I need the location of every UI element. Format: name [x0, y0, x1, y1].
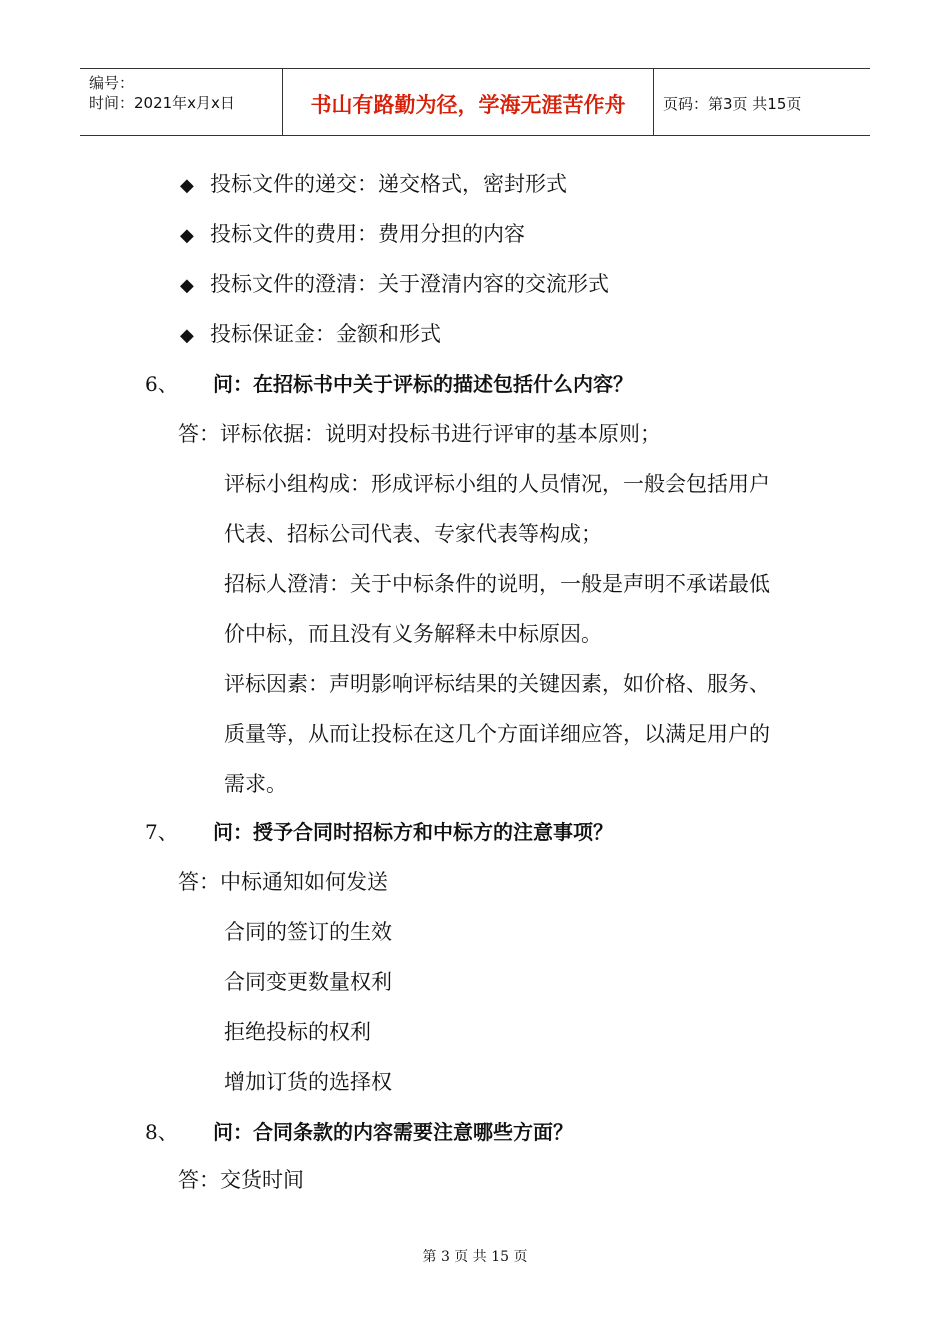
bullet-item: ◆ 投标文件的澄清：关于澄清内容的交流形式 [180, 270, 609, 300]
header-page-info: 页码：第3页 共15页 [663, 94, 802, 113]
question-8: 8、 问：合同条款的内容需要注意哪些方面？ [145, 1120, 573, 1144]
time-label: 时间：2021年x月x日 [89, 94, 235, 112]
answer-7-line: 合同的签订的生效 [224, 920, 392, 944]
header-meta [80, 69, 283, 135]
answer-8-first: 答：交货时间 [178, 1168, 304, 1192]
answer-6-line: 评标因素：声明影响评标结果的关键因素，如价格、服务、 [224, 672, 770, 696]
answer-6-line: 质量等，从而让投标在这几个方面详细应答，以满足用户的 [224, 722, 770, 746]
answer-7-first: 答：中标通知如何发送 [178, 870, 388, 894]
bullet-item: ◆ 投标文件的递交：递交格式，密封形式 [180, 170, 567, 200]
answer-6-line: 价中标，而且没有义务解释未中标原因。 [224, 622, 602, 646]
header-motto: 书山有路勤为径，学海无涯苦作舟 [283, 69, 654, 135]
diamond-bullet-icon: ◆ [180, 175, 194, 196]
question-7: 7、 问：授予合同时招标方和中标方的注意事项？ [145, 820, 613, 844]
answer-6-line: 评标小组构成：形成评标小组的人员情况，一般会包括用户 [224, 472, 770, 496]
page-header [80, 68, 870, 136]
serial-label: 编号： [89, 74, 135, 92]
answer-6-line: 招标人澄清：关于中标条件的说明，一般是声明不承诺最低 [224, 572, 770, 596]
answer-7-line: 合同变更数量权利 [224, 970, 392, 994]
answer-6-line: 需求。 [224, 772, 287, 796]
diamond-bullet-icon: ◆ [180, 225, 194, 246]
answer-7-line: 增加订货的选择权 [224, 1070, 392, 1094]
diamond-bullet-icon: ◆ [180, 275, 194, 296]
page-footer: 第 3 页 共 15 页 [422, 1249, 528, 1265]
answer-6-line: 代表、招标公司代表、专家代表等构成； [224, 522, 602, 546]
answer-7-line: 拒绝投标的权利 [224, 1020, 371, 1044]
answer-6-first: 答：评标依据：说明对投标书进行评审的基本原则； [178, 422, 661, 446]
bullet-item: ◆ 投标保证金：金额和形式 [180, 320, 441, 350]
diamond-bullet-icon: ◆ [180, 325, 194, 346]
question-6: 6、 问：在招标书中关于评标的描述包括什么内容？ [145, 372, 633, 396]
bullet-item: ◆ 投标文件的费用：费用分担的内容 [180, 220, 525, 250]
